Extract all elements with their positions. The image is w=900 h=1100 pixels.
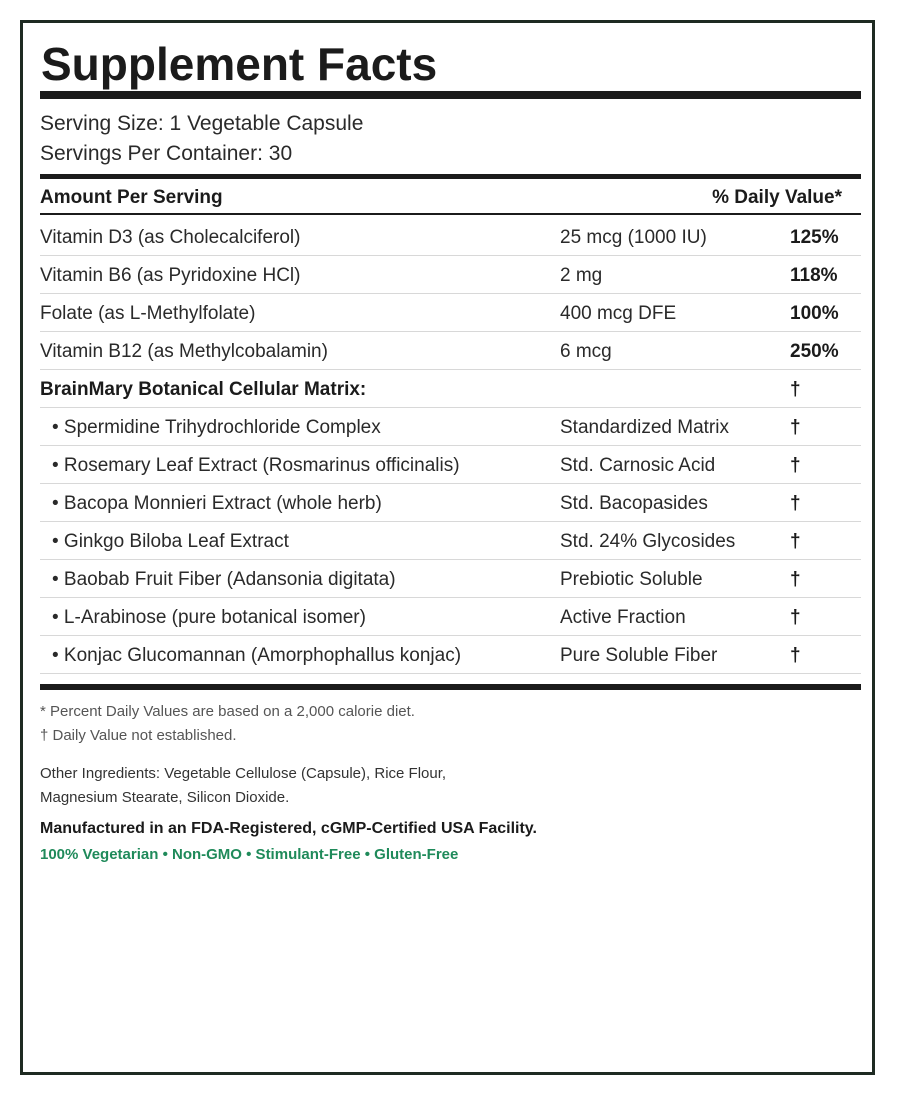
ingredient-daily-value: † [790, 531, 801, 552]
panel-title: Supplement Facts [41, 38, 438, 90]
ingredient-name: • Konjac Glucomannan (Amorphophallus konjac) [52, 645, 462, 666]
amount-per-serving-header: Amount Per Serving [40, 187, 223, 208]
ingredient-daily-value: † [790, 417, 801, 438]
other-ingredients-line: Magnesium Stearate, Silicon Dioxide. [40, 789, 290, 806]
medium-divider [40, 174, 861, 179]
table-row [40, 522, 861, 560]
table-row [40, 218, 861, 256]
ingredient-name: • Spermidine Trihydrochloride Complex [52, 417, 381, 438]
nutrient-daily-value: 100% [790, 303, 839, 324]
ingredient-amount: Std. 24% Glycosides [560, 531, 736, 552]
ingredient-name: • Baobab Fruit Fiber (Adansonia digitata) [52, 569, 396, 590]
servings-per-container: Servings Per Container: 30 [40, 142, 293, 165]
matrix-daily-value: † [790, 379, 801, 400]
nutrient-daily-value: 118% [790, 265, 838, 286]
daily-value-header: % Daily Value* [712, 187, 842, 208]
manufacturing-statement: Manufactured in an FDA-Registered, cGMP-Certified USA Facility. [40, 820, 537, 837]
nutrient-name: Vitamin B6 (as Pyridoxine HCl) [40, 265, 301, 286]
table-row [40, 408, 861, 446]
product-claims: 100% Vegetarian • Non-GMO • Stimulant-Free • Gluten-Free [40, 846, 459, 863]
ingredient-name: • Bacopa Monnieri Extract (whole herb) [52, 493, 382, 514]
nutrient-name: Folate (as L-Methylfolate) [40, 303, 256, 324]
table-row [40, 256, 861, 294]
ingredient-daily-value: † [790, 569, 801, 590]
thick-divider [40, 91, 861, 99]
nutrient-daily-value: 125% [790, 227, 839, 248]
nutrient-amount: 400 mcg DFE [560, 303, 677, 324]
bottom-divider [40, 684, 861, 690]
ingredient-name: • L-Arabinose (pure botanical isomer) [52, 607, 366, 628]
table-row [40, 560, 861, 598]
percent-footnote: * Percent Daily Values are based on a 2,000 calorie diet. [40, 703, 415, 720]
table-row [40, 636, 861, 674]
matrix-name: BrainMary Botanical Cellular Matrix: [40, 379, 367, 400]
other-ingredients-line: Other Ingredients: Vegetable Cellulose (Capsule), Rice Flour, [40, 765, 447, 782]
nutrient-name: Vitamin B12 (as Methylcobalamin) [40, 341, 328, 362]
supplement-facts-panel [20, 20, 875, 1075]
ingredient-daily-value: † [790, 645, 801, 666]
nutrient-name: Vitamin D3 (as Cholecalciferol) [40, 227, 301, 248]
ingredient-daily-value: † [790, 493, 801, 514]
ingredient-daily-value: † [790, 455, 801, 476]
ingredient-daily-value: † [790, 607, 801, 628]
nutrient-amount: 2 mg [560, 265, 603, 286]
serving-size: Serving Size: 1 Vegetable Capsule [40, 112, 364, 135]
table-row [40, 484, 861, 522]
ingredient-amount: Active Fraction [560, 607, 686, 628]
thin-divider [40, 213, 861, 215]
nutrient-amount: 6 mcg [560, 341, 612, 362]
ingredient-amount: Pure Soluble Fiber [560, 645, 718, 666]
ingredient-name: • Rosemary Leaf Extract (Rosmarinus officinalis) [52, 455, 460, 476]
nutrient-daily-value: 250% [790, 341, 839, 362]
ingredient-amount: Std. Carnosic Acid [560, 455, 716, 476]
dagger-footnote: † Daily Value not established. [40, 727, 237, 744]
table-row [40, 332, 861, 370]
ingredient-amount: Std. Bacopasides [560, 493, 708, 514]
matrix-header-row [40, 370, 861, 408]
table-row [40, 294, 861, 332]
ingredient-name: • Ginkgo Biloba Leaf Extract [52, 531, 289, 552]
ingredient-amount: Prebiotic Soluble [560, 569, 703, 590]
nutrient-amount: 25 mcg (1000 IU) [560, 227, 707, 248]
other-ingredients [40, 762, 446, 810]
table-row [40, 598, 861, 636]
table-row [40, 446, 861, 484]
ingredient-amount: Standardized Matrix [560, 417, 729, 438]
nutrient-table [40, 218, 861, 674]
